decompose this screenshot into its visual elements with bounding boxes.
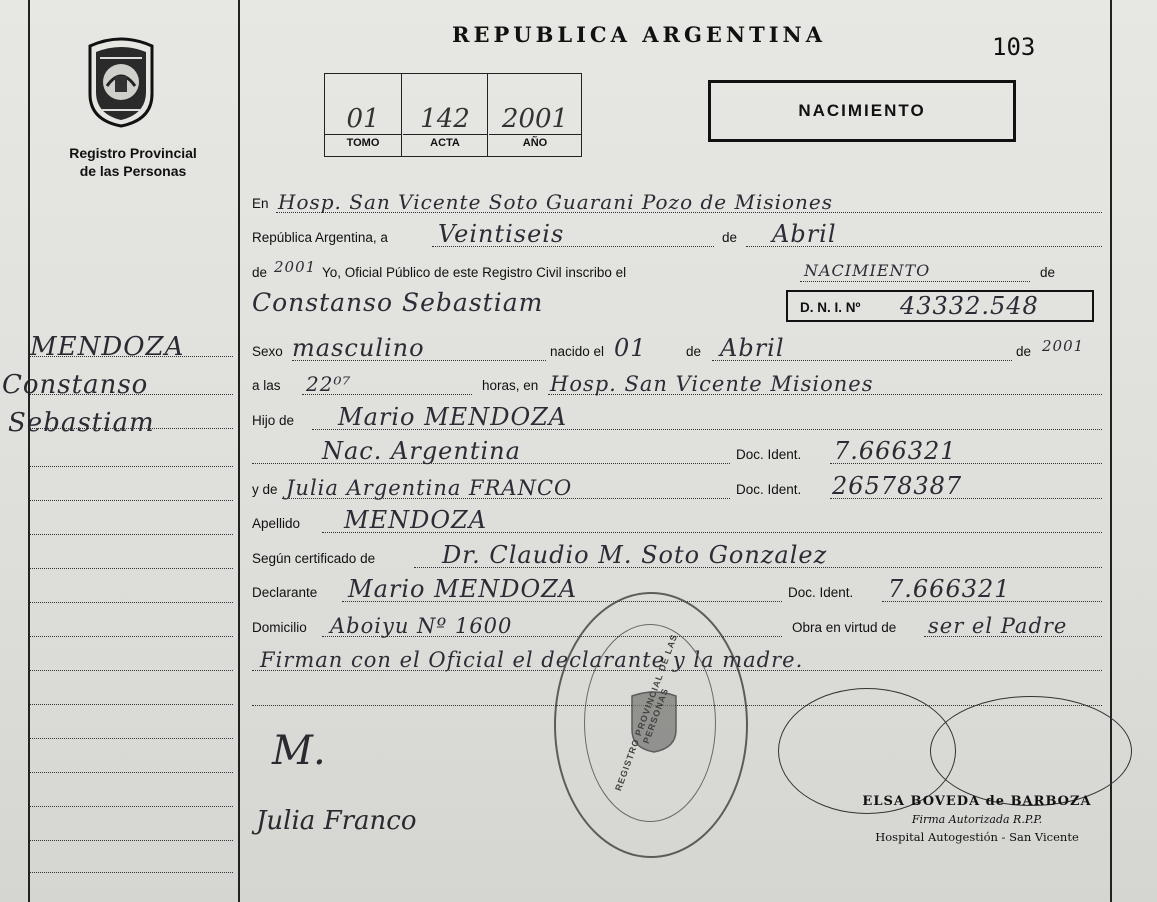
registry-line1: Registro Provincial bbox=[69, 145, 197, 161]
de-suffix-label: de bbox=[1040, 264, 1056, 280]
en-label: En bbox=[252, 195, 269, 211]
tomo-value: 01 bbox=[346, 104, 380, 134]
y-de-label: y de bbox=[252, 481, 278, 497]
field-line bbox=[800, 281, 1030, 282]
margin-line bbox=[28, 428, 233, 429]
father-doc-label: Doc. Ident. bbox=[736, 447, 802, 462]
obra-value: ser el Padre bbox=[928, 613, 1068, 638]
field-line bbox=[548, 394, 1102, 395]
field-line bbox=[342, 601, 782, 602]
mother-doc-value: 26578387 bbox=[832, 471, 963, 500]
birth-year-value: 2001 bbox=[1042, 336, 1085, 355]
father-doc-value: 7.666321 bbox=[834, 437, 957, 465]
field-line bbox=[414, 567, 1102, 568]
doctor-value: Dr. Claudio M. Soto Gonzalez bbox=[442, 540, 828, 569]
margin-line bbox=[28, 568, 233, 569]
field-line bbox=[746, 246, 1102, 247]
republica-label: República Argentina, a bbox=[252, 230, 388, 245]
row-name bbox=[252, 286, 1102, 321]
field-line bbox=[830, 498, 1102, 499]
left-margin bbox=[0, 0, 238, 902]
margin-line bbox=[28, 394, 233, 395]
row-year bbox=[252, 251, 1102, 286]
anio-value: 2001 bbox=[501, 104, 569, 134]
domicilio-value: Aboiyu Nº 1600 bbox=[330, 613, 513, 638]
stamp-text: REGISTRO PROVINCIAL DE LAS PERSONAS bbox=[613, 632, 680, 793]
nacido-label: nacido el bbox=[550, 343, 605, 359]
declarant-signature: M. bbox=[272, 728, 326, 774]
row-certificate bbox=[252, 537, 1102, 572]
margin-second-name: Sebastiam bbox=[8, 408, 155, 438]
field-line bbox=[302, 394, 472, 395]
mother-doc-label: Doc. Ident. bbox=[736, 481, 802, 497]
margin-line bbox=[28, 872, 233, 873]
child-name-value: Constanso Sebastiam bbox=[252, 288, 544, 317]
row-spacer bbox=[252, 320, 1102, 330]
birth-de1-label: de bbox=[686, 343, 702, 359]
record-number-box bbox=[324, 73, 582, 157]
father-nationality-value: Nac. Argentina bbox=[322, 437, 521, 465]
field-line bbox=[322, 532, 1102, 533]
dni-box bbox=[786, 290, 1094, 322]
place-value: Hosp. San Vicente Soto Guarani Pozo de Misiones bbox=[278, 189, 834, 214]
main-column-border-left bbox=[238, 0, 240, 902]
year-value: 2001 bbox=[274, 257, 317, 276]
margin-line bbox=[28, 738, 233, 739]
field-line bbox=[282, 498, 730, 499]
birth-de2-label: de bbox=[1016, 343, 1032, 359]
row-time bbox=[252, 365, 1102, 400]
declarante-label: Declarante bbox=[252, 585, 318, 600]
row-father-doc bbox=[252, 434, 1102, 469]
left-column-border bbox=[28, 0, 30, 902]
margin-surname: MENDOZA bbox=[30, 332, 185, 362]
de-label: de bbox=[722, 230, 738, 245]
time-value: 22⁰⁷ bbox=[306, 372, 352, 396]
country-title: REPUBLICA ARGENTINA bbox=[452, 22, 827, 47]
field-line bbox=[830, 463, 1102, 464]
mother-value: Julia Argentina FRANCO bbox=[286, 475, 573, 500]
margin-line bbox=[28, 602, 233, 603]
official-title: Firma Autorizada R.P.P. bbox=[911, 813, 1043, 826]
signature-loop bbox=[930, 696, 1132, 806]
father-value: Mario MENDOZA bbox=[338, 402, 568, 431]
month-value: Abril bbox=[772, 220, 837, 248]
de-year-label: de bbox=[252, 264, 268, 280]
row-father bbox=[252, 399, 1102, 434]
official-stamp bbox=[554, 592, 748, 858]
dni-value: 43332.548 bbox=[900, 291, 1039, 320]
anio-cell bbox=[489, 74, 581, 156]
inscribo-text: Yo, Oficial Público de este Registro Civil inscribo el bbox=[322, 264, 627, 280]
official-name: ELSA BOVEDA de BARBOZA bbox=[862, 794, 1092, 809]
margin-first-name: Constanso bbox=[2, 370, 149, 400]
margin-line bbox=[28, 534, 233, 535]
field-line bbox=[252, 463, 730, 464]
a-las-label: a las bbox=[252, 378, 281, 393]
margin-line bbox=[28, 772, 233, 773]
sexo-value: masculino bbox=[292, 333, 425, 362]
declarante-doc-value: 7.666321 bbox=[888, 575, 1011, 603]
margin-line bbox=[28, 806, 233, 807]
declarante-doc-label: Doc. Ident. bbox=[788, 585, 854, 600]
registry-line2: de las Personas bbox=[79, 163, 187, 179]
margin-line bbox=[28, 704, 233, 705]
field-line bbox=[882, 601, 1102, 602]
horas-label: horas, en bbox=[482, 378, 539, 393]
hijo-label: Hijo de bbox=[252, 412, 295, 428]
field-line bbox=[276, 212, 1102, 213]
field-line bbox=[312, 429, 1102, 430]
act-value: NACIMIENTO bbox=[804, 260, 931, 280]
row-mother bbox=[252, 468, 1102, 503]
margin-line bbox=[28, 466, 233, 467]
field-line bbox=[924, 636, 1102, 637]
margin-line bbox=[28, 840, 233, 841]
tomo-label: TOMO bbox=[325, 134, 401, 149]
birth-place-value: Hosp. San Vicente Misiones bbox=[550, 372, 874, 396]
field-line bbox=[712, 360, 1012, 361]
mother-signature: Julia Franco bbox=[256, 806, 417, 836]
day-words-value: Veintiseis bbox=[438, 220, 565, 248]
tomo-cell bbox=[325, 74, 402, 156]
row-date bbox=[252, 217, 1102, 252]
birth-day-value: 01 bbox=[614, 333, 647, 362]
row-apellido bbox=[252, 503, 1102, 538]
record-type-box: NACIMIENTO bbox=[708, 80, 1016, 142]
birth-month-value: Abril bbox=[720, 333, 785, 362]
page-number: 103 bbox=[992, 33, 1036, 61]
margin-line bbox=[28, 636, 233, 637]
dni-label: D. N. I. Nº bbox=[800, 299, 861, 315]
apellido-value: MENDOZA bbox=[344, 506, 488, 534]
notes-value: Firman con el Oficial el declarante y la madre. bbox=[260, 648, 804, 672]
acta-cell bbox=[403, 74, 488, 156]
official-signature-block bbox=[846, 794, 1108, 844]
row-sex bbox=[252, 330, 1102, 365]
margin-line bbox=[28, 670, 233, 671]
sexo-label: Sexo bbox=[252, 343, 283, 359]
certificado-label: Según certificado de bbox=[252, 550, 376, 566]
province-seal-icon bbox=[82, 36, 160, 128]
registry-title bbox=[38, 144, 228, 180]
margin-line bbox=[28, 356, 233, 357]
margin-line bbox=[28, 500, 233, 501]
obra-label: Obra en virtud de bbox=[792, 619, 897, 635]
official-hospital: Hospital Autogestión - San Vicente bbox=[875, 830, 1079, 844]
acta-value: 142 bbox=[420, 104, 470, 134]
field-line bbox=[292, 360, 546, 361]
declarante-value: Mario MENDOZA bbox=[348, 575, 578, 603]
field-line bbox=[432, 246, 714, 247]
acta-label: ACTA bbox=[403, 134, 487, 149]
row-place bbox=[252, 182, 1102, 217]
domicilio-label: Domicilio bbox=[252, 619, 307, 635]
apellido-label: Apellido bbox=[252, 516, 301, 531]
anio-label: AÑO bbox=[489, 134, 581, 149]
